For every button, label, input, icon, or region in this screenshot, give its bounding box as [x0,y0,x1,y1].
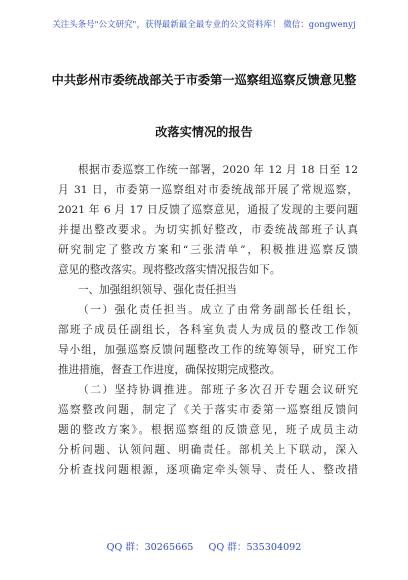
text-line: 巡察整改问题，制定了《关于落实市委第一巡察组反馈问 [58,404,358,416]
text-line: 分析查找问题根源，逐项确定牵头领导、责任人、整改措 [58,464,358,476]
text-line: 部班子成员任副组长，各科室负责人为成员的整改工作领 [58,324,358,336]
qq-group-1-link[interactable]: QQ 群：30265665 [106,542,194,553]
text-line: 意见的整改落实。现将整改落实情况报告如下。 [58,264,281,276]
top-banner-link[interactable]: 关注头条号"公文研究"，获得最新最全最专业的公文资料库！ 微信：gongwenyj [52,19,356,29]
text-line: 并提出整改要求。为切实抓好整改，市委统战部班子认真 [58,224,358,236]
text-line: 2021 年 6 月 17 日反馈了巡察意见，通报了发现的主要问题 [58,204,358,216]
text-line: 研究制定了整改方案和“三张清单”，积极推进巡察反馈 [58,244,358,256]
body-text [58,160,358,480]
document-title-line-1: 中共彭州市委统战部关于市委第一巡察组巡察反馈意见整 [51,73,357,87]
text-line: （一）强化责任担当。成立了由常务副部长任组长， [78,304,358,316]
text-line: 推进措施，督查工作进度，确保按期完成整改。 [58,364,281,376]
text-line: 根据市委巡察工作统一部署，2020 年 12 月 18 日至 12 [78,164,358,176]
footer-qq-groups [0,539,408,553]
text-line: 分析问题、认领问题、明确责任。部机关上下联动，深入 [58,444,358,456]
document-title-line-2: 改落实情况的报告 [155,125,253,139]
text-line: （二）坚持协调推进。部班子多次召开专题会议研究 [78,384,358,396]
text-line: 题的整改方案》。根据巡察组的反馈意见，班子成员主动 [58,424,358,436]
text-line: 月 31 日，市委第一巡察组对市委统战部开展了常规巡察， [58,184,358,196]
section-heading: 一、加强组织领导、强化责任担当 [78,284,237,296]
text-line: 导小组，加强巡察反馈问题整改工作的统筹领导，研究工作 [58,344,358,356]
qq-group-2-link[interactable]: QQ 群：535304092 [208,542,302,553]
